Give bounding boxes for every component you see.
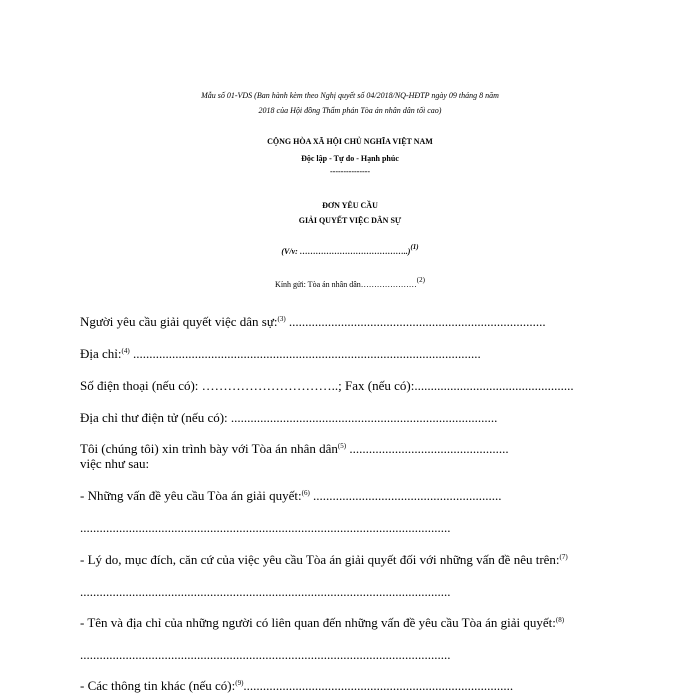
field-label: Số điện thoại (nếu có): …………………………..; Fax (nếu có):................................................. — [80, 378, 574, 393]
footnote-ref: (7) — [559, 553, 568, 561]
footnote-ref: (4) — [121, 347, 130, 355]
issues-dots-line: .................................................................................................................. — [80, 520, 451, 535]
subject-line — [0, 243, 700, 256]
statement-field-line2: việc như sau: — [80, 456, 150, 471]
subject-footnote-ref: (1) — [410, 243, 419, 251]
field-label: - Các thông tin khác (nếu có): — [80, 678, 236, 693]
related-persons-field — [80, 615, 564, 631]
footnote-ref: (3) — [277, 315, 286, 323]
footnote-ref: (5) — [337, 442, 347, 450]
field-dots: ................................................................................... — [243, 678, 514, 693]
field-label: - Những vấn đề yêu cầu Tòa án giải quyết: — [80, 488, 302, 503]
issues-field — [80, 488, 502, 504]
statement-field — [80, 441, 509, 457]
footnote-ref: (9) — [235, 679, 244, 687]
footnote-ref: (6) — [301, 489, 310, 497]
other-info-field — [80, 678, 513, 694]
form-note-line1: Mẫu số 01-VDS (Ban hành kèm theo Nghị quyết số 04/2018/NQ-HĐTP ngày 09 tháng 8 năm — [201, 91, 499, 100]
country-name: CỘNG HÒA XÃ HỘI CHỦ NGHĨA VIỆT NAM — [267, 137, 433, 146]
phone-fax-field — [80, 378, 574, 394]
requester-field — [80, 314, 546, 330]
related-persons-dots-line: .................................................................................................................. — [80, 647, 451, 662]
subject-text: (V/v: …………………………………..) — [281, 247, 411, 256]
national-motto: Độc lập - Tự do - Hạnh phúc — [301, 154, 399, 163]
document-subtitle: GIẢI QUYẾT VIỆC DÂN SỰ — [298, 216, 402, 225]
field-label: - Tên và địa chỉ của những người có liên quan đến những vấn đề yêu cầu Tòa án giải quyết: — [80, 615, 556, 630]
separator: --------------- — [330, 167, 370, 176]
reasons-dots-line: .................................................................................................................. — [80, 584, 451, 599]
addressee-text: Kính gửi: Tòa án nhân dân………………… — [275, 280, 417, 289]
email-field — [80, 410, 497, 426]
document-title: ĐƠN YÊU CẦU — [322, 201, 378, 210]
addressee-footnote-ref: (2) — [416, 276, 425, 284]
field-label: - Lý do, mục đích, căn cứ của việc yêu cầu Tòa án giải quyết đối với những vấn đề nêu trên: — [80, 552, 560, 567]
field-label: Tôi (chúng tôi) xin trình bày với Tòa án nhân dân — [80, 441, 338, 456]
addressee-line — [0, 276, 700, 289]
field-dots: ................................................. — [346, 441, 509, 456]
footnote-ref: (8) — [555, 616, 565, 624]
field-dots: .......................................................... — [309, 488, 502, 503]
field-dots: ............................................................................... — [285, 314, 546, 329]
field-dots: ........................................................................................................... — [129, 346, 481, 361]
field-label: Địa chỉ: — [80, 346, 122, 361]
form-note-line2: 2018 của Hội đồng Thẩm phán Tòa án nhân dân tối cao) — [258, 106, 442, 115]
field-label: Địa chỉ thư điện tử (nếu có): .................................................................................. — [80, 410, 498, 425]
reasons-field — [80, 552, 568, 568]
address-field — [80, 346, 481, 362]
field-label: Người yêu cầu giải quyết việc dân sự: — [80, 314, 278, 329]
